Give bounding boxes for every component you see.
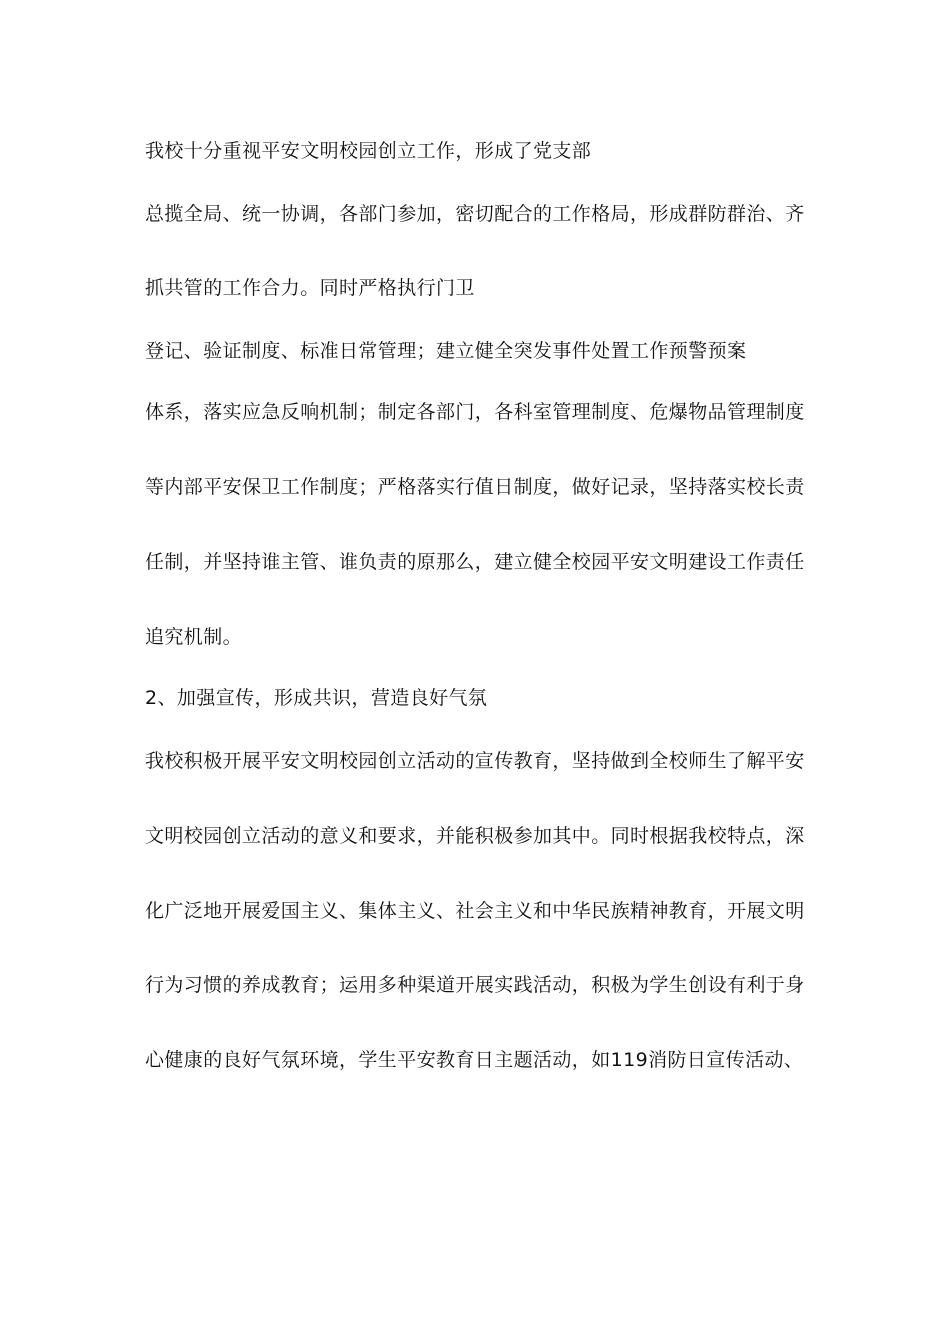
paragraph-line-6: 等内部平安保卫工作制度；严格落实行值日制度，做好记录，坚持落实校长责 [145,476,805,498]
paragraph-line-12: 行为习惯的养成教育；运用多种渠道开展实践活动，积极为学生创设有利于身 [145,974,805,996]
paragraph-line-1: 我校十分重视平安文明校园创立工作，形成了党支部 [145,140,592,162]
paragraph-line-9: 我校积极开展平安文明校园创立活动的宣传教育，坚持做到全校师生了解平安 [145,750,805,772]
paragraph-line-2: 总揽全局、统一协调，各部门参加，密切配合的工作格局，形成群防群治、齐 [145,203,805,225]
paragraph-line-8: 追究机制。 [145,626,243,648]
paragraph-line-13: 心健康的良好气氛环境，学生平安教育日主题活动，如119消防日宣传活动、 [145,1049,804,1071]
paragraph-line-5: 体系，落实应急反响机制；制定各部门，各科室管理制度、危爆物品管理制度 [145,401,805,423]
paragraph-line-11: 化广泛地开展爱国主义、集体主义、社会主义和中华民族精神教育，开展文明 [145,900,805,922]
paragraph-line-4: 登记、验证制度、标准日常管理；建立健全突发事件处置工作预警预案 [145,340,747,362]
section-heading: 2、加强宣传，形成共识，营造良好气氛 [145,687,488,709]
paragraph-line-7: 任制，并坚持谁主管、谁负责的原那么，建立健全校园平安文明建设工作责任 [145,551,805,573]
paragraph-line-3: 抓共管的工作合力。同时严格执行门卫 [145,277,475,299]
paragraph-line-10: 文明校园创立活动的意义和要求，并能积极参加其中。同时根据我校特点，深 [145,825,805,847]
